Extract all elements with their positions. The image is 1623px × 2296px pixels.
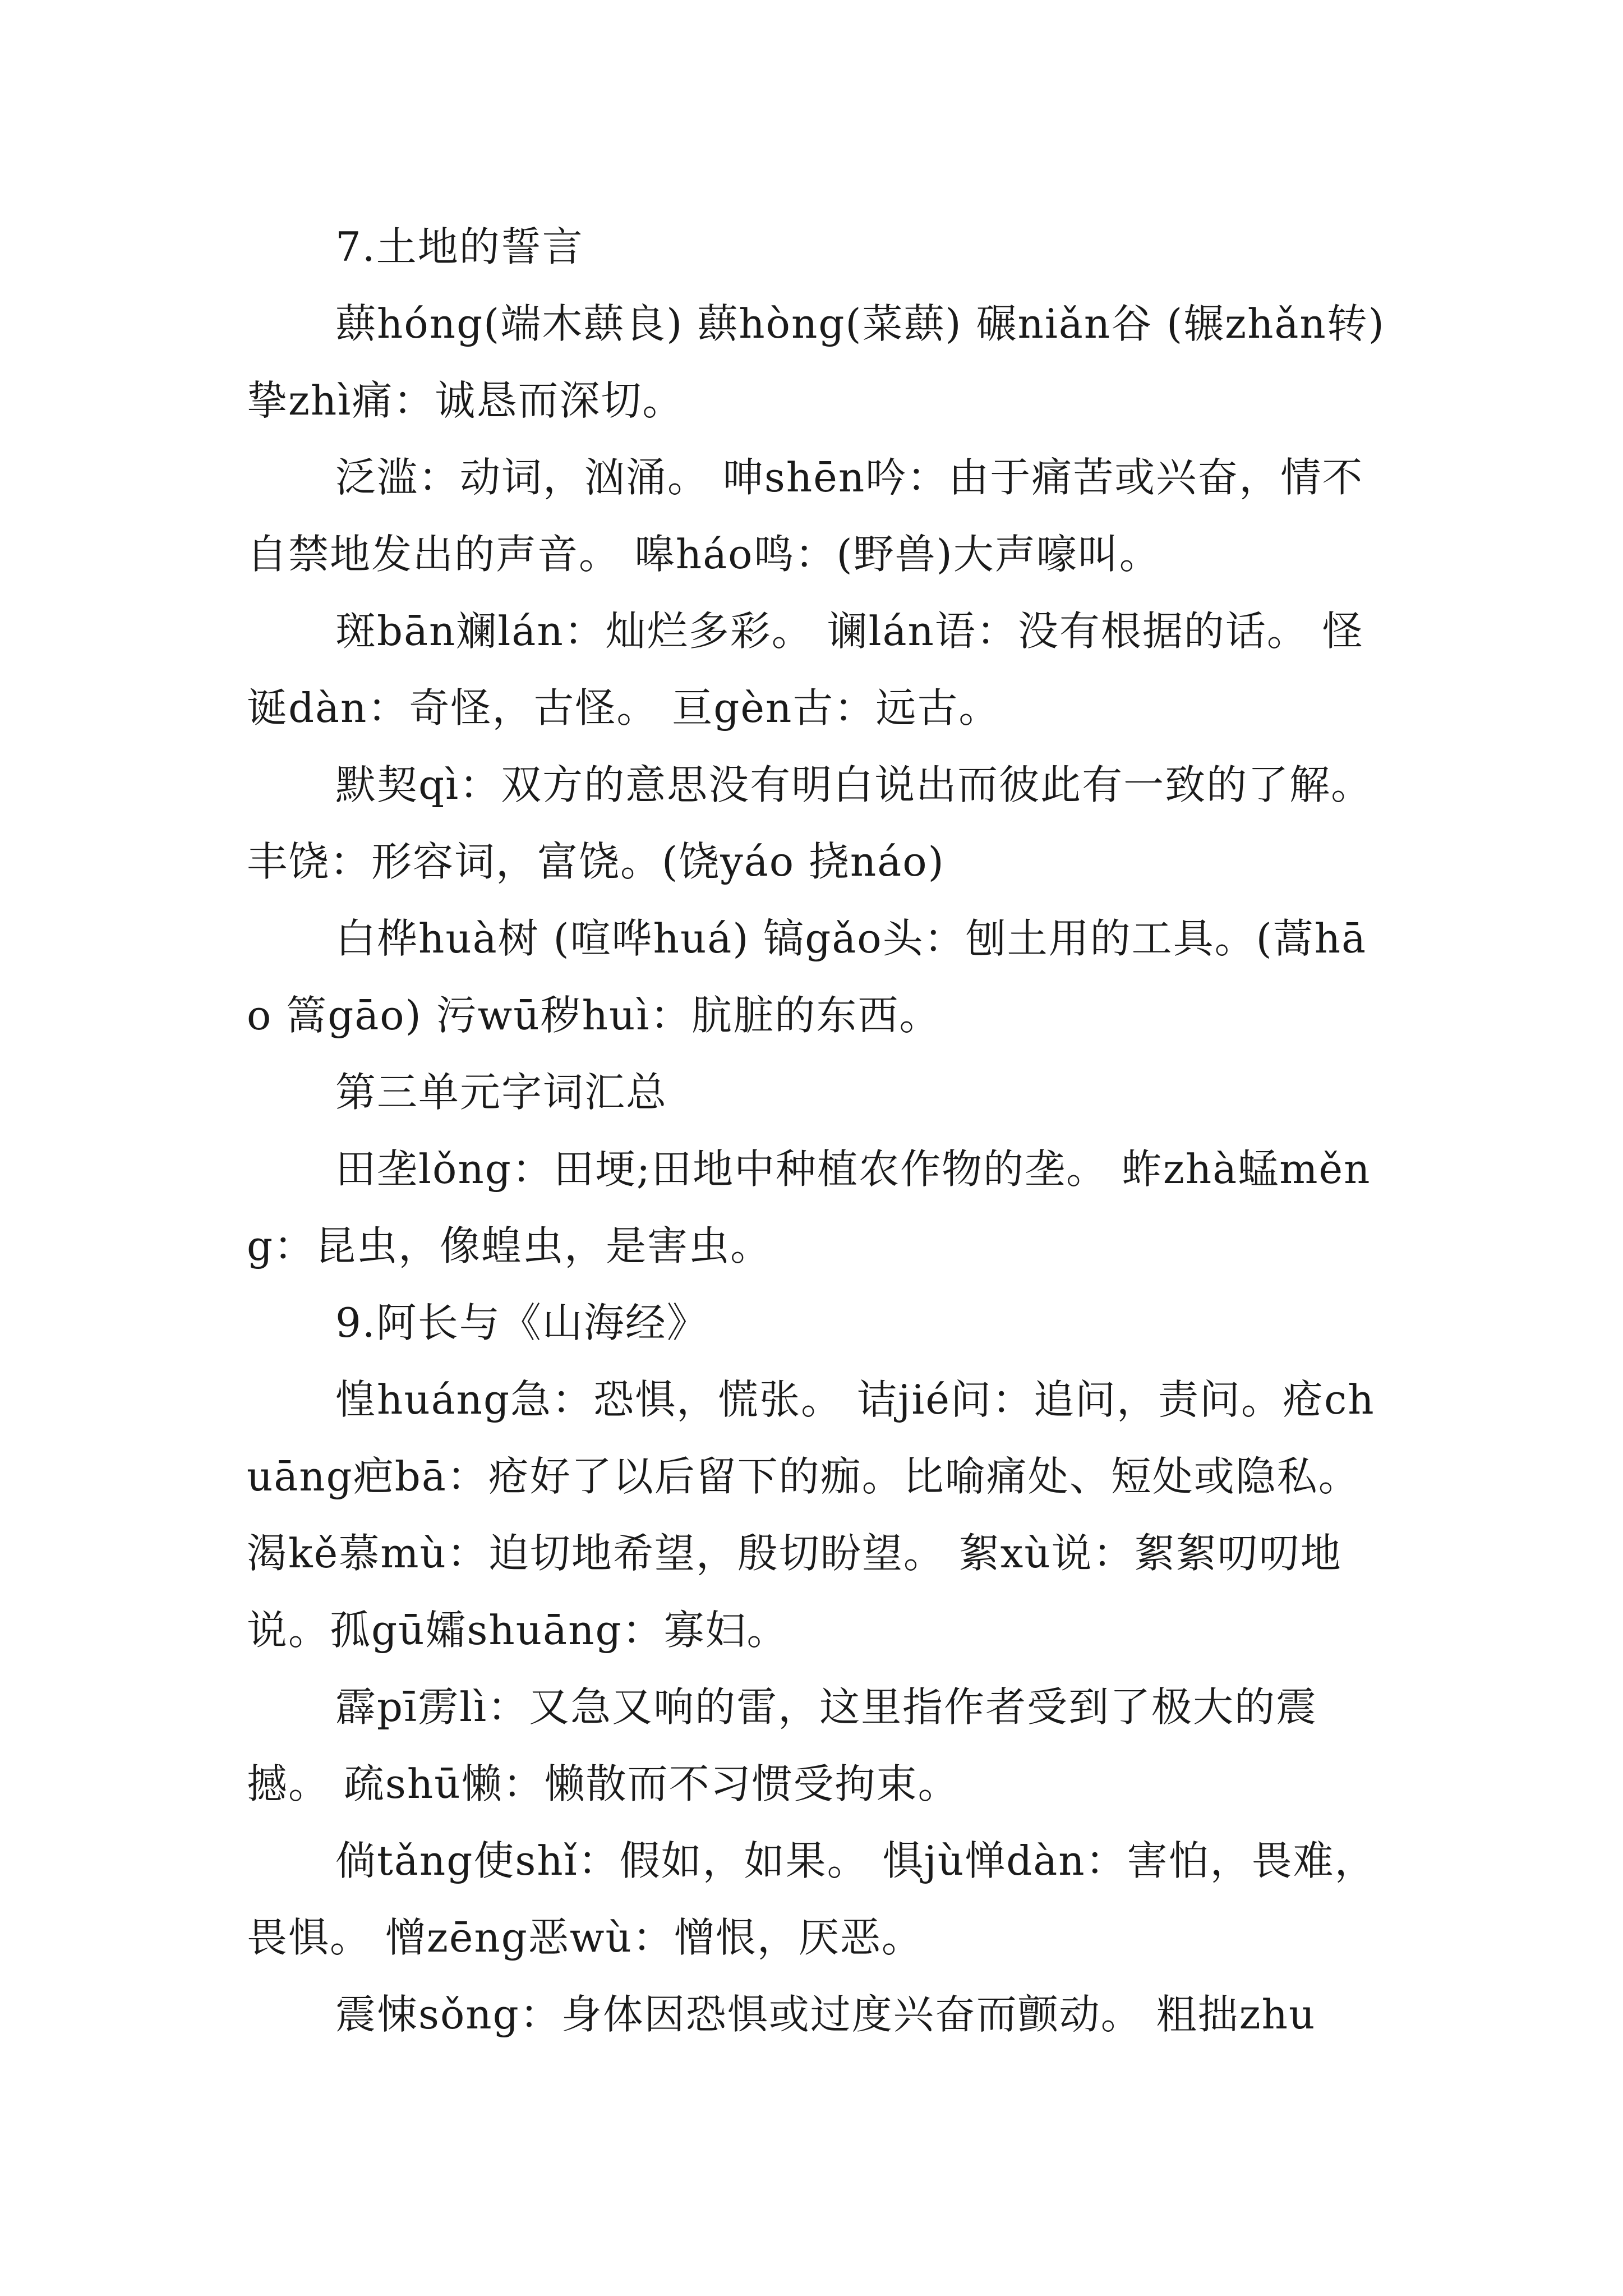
section-heading-unit-three: 第三单元字词汇总 <box>335 1069 668 1116</box>
document-body <box>247 209 1391 2053</box>
vocab-paragraph: 倘tǎng使shǐ：假如，如果。 惧jù惮dàn：害怕，畏难，畏惧。 憎zēng恶wù：憎恨，厌恶。 <box>247 1837 1376 1961</box>
section-heading-land-oath: 7.土地的誓言 <box>335 223 584 270</box>
vocab-paragraph: 惶huáng急：恐惧，慌张。 诘jié问：追问，责问。疮chuāng疤bā：疮好了以后留下的痂。比喻痛处、短处或隐私。 渴kě慕mù：迫切地希望，殷切盼望。 絮xù说：絮絮叨叨地说。孤gū孀shuāng：寡妇。 <box>247 1376 1375 1654</box>
vocab-paragraph: 斑bān斓lán：灿烂多彩。 谰lán语：没有根据的话。 怪诞dàn：奇怪，古怪。 亘gèn古：远古。 <box>247 608 1364 731</box>
vocab-paragraph: 泛滥：动词，汹涌。 呻shēn吟：由于痛苦或兴奋，情不自禁地发出的声音。 嗥háo鸣：(野兽)大声嚎叫。 <box>247 454 1364 578</box>
vocab-paragraph: 霹pī雳lì：又急又响的雷，这里指作者受到了极大的震撼。 疏shū懒：懒散而不习惯受拘束。 <box>247 1683 1318 1807</box>
vocab-paragraph: 震悚sǒng：身体因恐惧或过度兴奋而颤动。 粗拙zhu <box>335 1991 1316 2038</box>
vocab-paragraph: 默契qì：双方的意思没有明白说出而彼此有一致的了解。 丰饶：形容词，富饶。(饶yáo 挠náo) <box>247 761 1373 885</box>
vocab-paragraph: 白桦huà树 (喧哗huá) 镐gǎo头：刨土用的工具。(蒿hāo 篙gāo) 污wū秽huì：肮脏的东西。 <box>247 915 1367 1039</box>
section-heading-ah-chang: 9.阿长与《山海经》 <box>335 1299 708 1346</box>
vocab-paragraph: 蕻hóng(端木蕻良) 蕻hòng(菜蕻) 碾niǎn谷 (辗zhǎn转) 挚zhì痛：诚恳而深切。 <box>247 300 1385 424</box>
vocab-paragraph: 田垄lǒng：田埂;田地中种植农作物的垄。 蚱zhà蜢měng：昆虫，像蝗虫，是害虫。 <box>247 1145 1371 1269</box>
